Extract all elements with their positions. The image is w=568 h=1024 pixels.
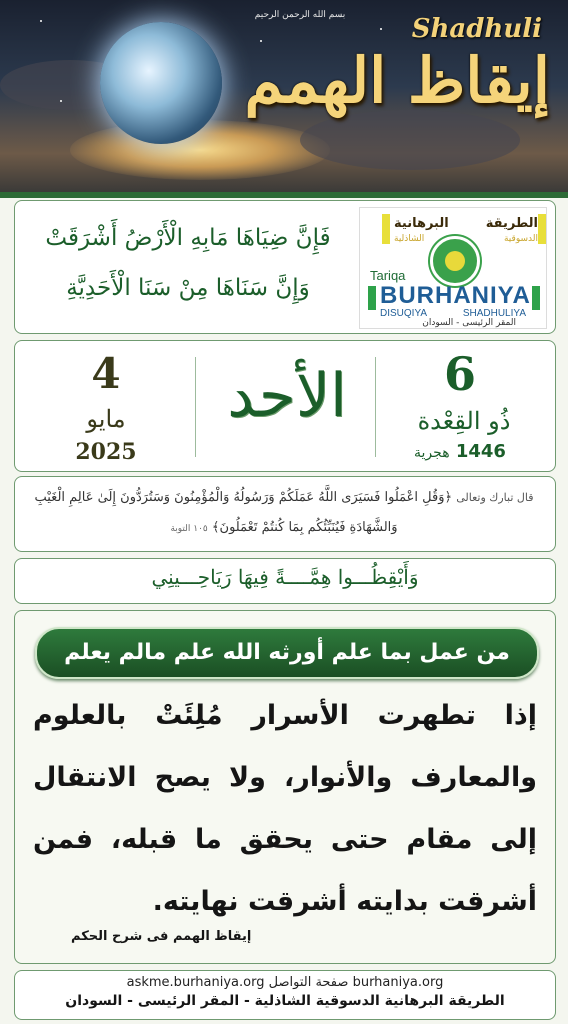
cloud bbox=[300, 110, 520, 170]
star bbox=[260, 40, 262, 42]
logo-text: البرهانية bbox=[394, 216, 449, 231]
header-banner bbox=[0, 0, 568, 192]
divider bbox=[0, 192, 568, 198]
page-title: إيقاظ الهمم bbox=[244, 44, 550, 117]
poem-verse bbox=[25, 213, 351, 313]
quran-intro: قال تبارك وتعالى bbox=[456, 491, 534, 504]
quran-verse bbox=[29, 483, 539, 544]
footer bbox=[14, 970, 556, 1020]
date-panel bbox=[14, 340, 556, 472]
divider bbox=[195, 357, 196, 457]
weekday: الأحد bbox=[227, 361, 347, 431]
logo-bar bbox=[368, 286, 376, 310]
divider bbox=[375, 357, 376, 457]
logo-bar bbox=[538, 214, 546, 244]
poem-line-2: وَإِنَّ سَنَاهَا مِنْ سَنَا الْأَحَدِيَّةِ bbox=[66, 275, 310, 301]
main-panel bbox=[14, 610, 556, 964]
logo-text: المقر الرئيسى - السودان bbox=[422, 318, 516, 328]
hijri-year bbox=[385, 441, 535, 462]
star bbox=[60, 100, 62, 102]
logo-bar bbox=[382, 214, 390, 244]
hijri-day: 6 bbox=[443, 347, 476, 401]
logo-text: DISUQIYA bbox=[380, 308, 428, 319]
logo-text: Tariqa bbox=[370, 268, 406, 283]
wisdom-body: إذا تطهرت الأسرار مُلِئَتْ بالعلوم والمعارف والأنوار، ولا يصح الانتقال إلى مقام حتى يحقق ما قبله، فمن أشرقت بدايته أشرقت نهايته. bbox=[33, 700, 537, 917]
motto-panel bbox=[14, 558, 556, 604]
burhaniya-logo bbox=[359, 207, 547, 329]
logo-text: SHADHULIYA bbox=[462, 308, 526, 319]
logo-text: الطريقة bbox=[485, 216, 538, 231]
gregorian-month: مايو bbox=[86, 405, 126, 433]
logo-bar bbox=[532, 286, 540, 310]
gregorian-year: 2025 bbox=[75, 439, 137, 465]
earth-illustration bbox=[100, 22, 222, 144]
quran-reference: ١٠٥ التوبة bbox=[170, 524, 208, 534]
hijri-year-suffix: هجرية bbox=[414, 445, 450, 461]
footer-link[interactable]: askme.burhaniya.org bbox=[126, 975, 265, 990]
footer-link-label: صفحة التواصل bbox=[268, 975, 349, 990]
brand-signature: Shadhuli bbox=[411, 14, 542, 44]
poem-line-1: فَإِنَّ ضِيَاهَا مَابِهِ الْأَرْضُ أَشْرَقَتْ bbox=[45, 225, 331, 251]
wisdom-heading bbox=[35, 627, 539, 679]
footer-link[interactable]: burhaniya.org bbox=[352, 975, 444, 990]
motto-text: وَأَيْقِظُـــوا هِمَّــــةً فِيهَا رَيَاحِـــينِي bbox=[151, 565, 419, 589]
star bbox=[40, 20, 42, 22]
quran-text: ﴿وَقُلِ اعْمَلُوا فَسَيَرَى اللَّهُ عَمَلَكُمْ وَرَسُولُهُ وَالْمُؤْمِنُونَ وَسَتُرَدُّونَ إِلَىٰ عَالِمِ الْغَيْبِ وَالشَّهَادَةِ فَيُنَبِّئُكُم بِمَا كُنتُمْ تَعْمَلُونَ﴾ bbox=[34, 490, 453, 535]
wisdom-heading-text: من عمل بما علم أورثه الله علم مالم يعلم bbox=[64, 640, 510, 665]
logo-text: الشاذلية bbox=[394, 234, 425, 244]
verse-panel bbox=[14, 200, 556, 334]
wisdom-source: إيقاظ الهمم فى شرح الحكم bbox=[71, 929, 252, 944]
quran-panel bbox=[14, 476, 556, 552]
footer-org: الطريقة البرهانية الدسوقية الشاذلية - المقر الرئيسى - السودان bbox=[65, 993, 505, 1009]
basmala: بسم الله الرحمن الرحيم bbox=[254, 10, 346, 20]
gregorian-day: 4 bbox=[91, 349, 121, 398]
logo-text: BURHANIYA bbox=[380, 282, 531, 309]
logo-emblem-icon bbox=[430, 236, 480, 286]
hijri-month: ذُو القِعْدة bbox=[417, 407, 511, 435]
hijri-year-number: 1446 bbox=[455, 441, 506, 462]
star bbox=[380, 28, 382, 30]
logo-text: الدسوقية bbox=[503, 234, 538, 244]
footer-links bbox=[15, 975, 555, 990]
